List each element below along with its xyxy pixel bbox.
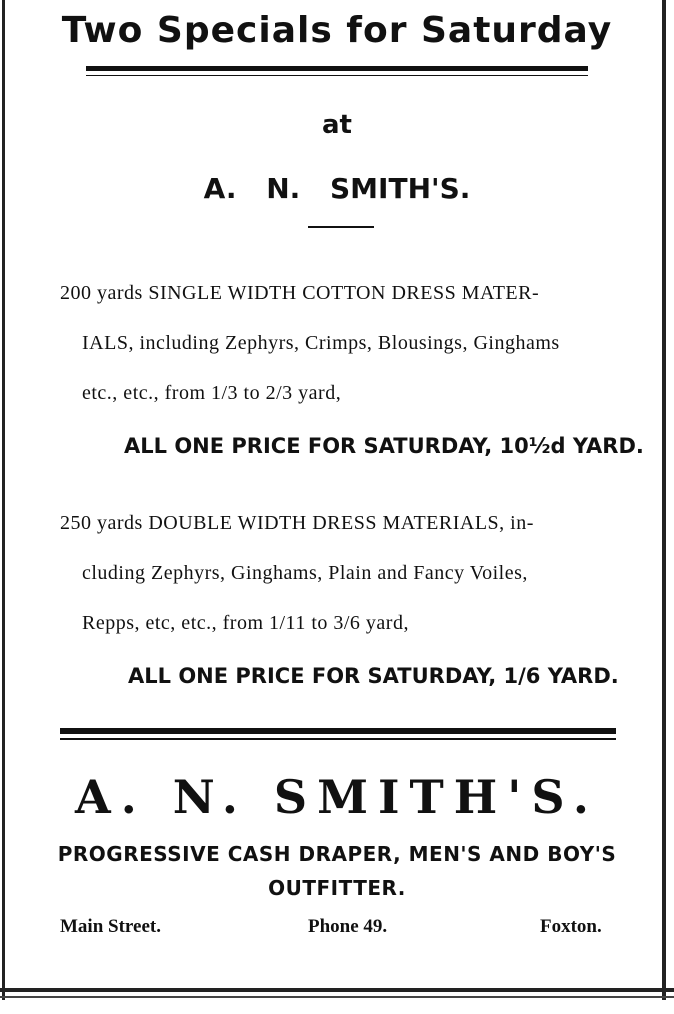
ad-title: Two Specials for Saturday bbox=[61, 10, 613, 51]
item2-line2: cluding Zephyrs, Ginghams, Plain and Fancy Voiles, bbox=[82, 562, 528, 584]
bottom-border bbox=[0, 988, 674, 992]
item1-line3: etc., etc., from 1/3 to 2/3 yard, bbox=[82, 382, 342, 404]
item1-price: ALL ONE PRICE FOR SATURDAY, 10½d YARD. bbox=[124, 434, 644, 458]
item1-line1: 200 yards SINGLE WIDTH COTTON DRESS MATER- bbox=[60, 282, 540, 304]
shop-name-banner: A. N. SMITH'S. bbox=[75, 770, 599, 824]
footer-phone: Phone 49. bbox=[308, 916, 388, 937]
at-label: at bbox=[322, 110, 352, 140]
title-rule-thin bbox=[86, 75, 588, 76]
item2-line3: Repps, etc, etc., from 1/11 to 3/6 yard, bbox=[82, 612, 409, 634]
footer-address: Main Street. bbox=[60, 916, 161, 937]
item2-price: ALL ONE PRICE FOR SATURDAY, 1/6 YARD. bbox=[128, 664, 619, 688]
short-rule bbox=[308, 226, 374, 228]
tagline-line1: PROGRESSIVE CASH DRAPER, MEN'S AND BOY'S bbox=[57, 842, 617, 866]
item1-line2: IALS, including Zephyrs, Crimps, Blousings, Ginghams bbox=[82, 332, 560, 354]
footer-town: Foxton. bbox=[540, 916, 602, 937]
bottom-border-thin bbox=[0, 996, 674, 998]
title-rule-thick bbox=[86, 66, 588, 71]
section-divider-thin bbox=[60, 738, 616, 740]
shop-name-heading: A. N. SMITH'S. bbox=[203, 172, 471, 205]
section-divider-thick bbox=[60, 728, 616, 734]
item2-line1: 250 yards DOUBLE WIDTH DRESS MATERIALS, in- bbox=[60, 512, 534, 534]
tagline-line2: OUTFITTER. bbox=[268, 876, 406, 900]
